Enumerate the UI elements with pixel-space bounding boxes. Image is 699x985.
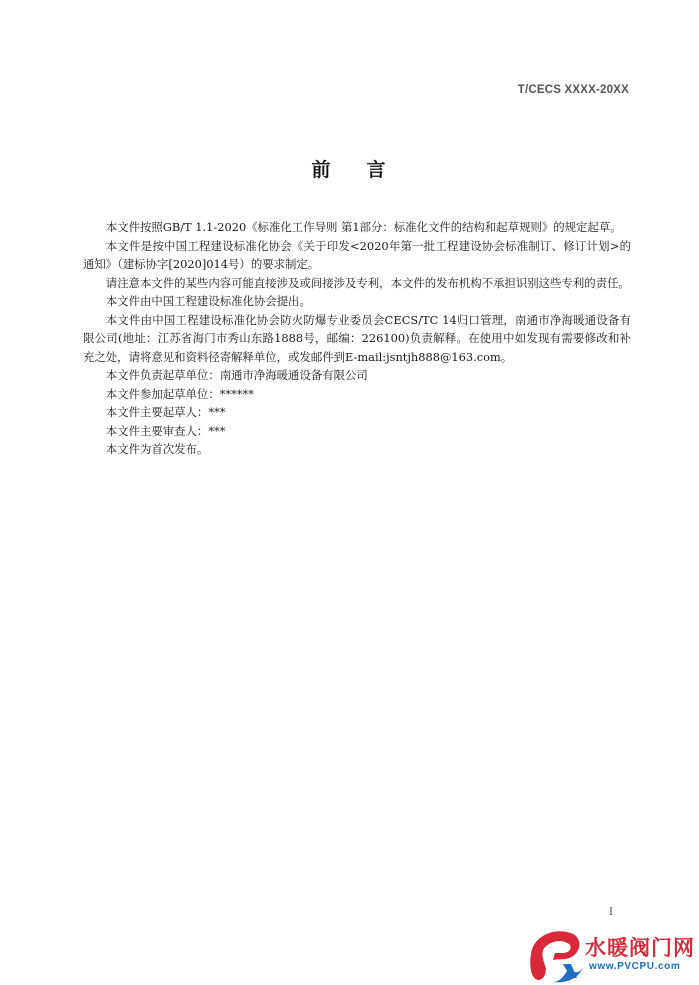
foreword-body [83, 218, 631, 459]
document-code: T/CECS XXXX-20XX [517, 84, 629, 96]
paragraph-participants: 本文件参加起草单位：****** [105, 386, 254, 401]
paragraph-plan-notice: 本文件是按中国工程建设标准化协会《关于印发<2020年第一批工程建设协会标准制订、修订计划>的通知》（建标协字[2020]014号）的要求制定。 [83, 238, 631, 271]
page-title [0, 155, 699, 182]
paragraph-management: 本文件由中国工程建设标准化协会防火防爆专业委员会CECS/TC 14归口管理，南通市净海暖通设备有限公司(地址：江苏省海门市秀山东路1888号，邮编：226100)负责解释。在使用中如发现有需要修改和补充之处，请将意见和资料径寄解释单位，或发邮件到E-mail:jsntjh888@163.com。 [83, 312, 631, 364]
page-number: I [609, 907, 613, 918]
paragraph-first-release: 本文件为首次发布。 [105, 442, 209, 456]
watermark-logo-icon [525, 924, 587, 985]
title-char-left: 前 [311, 159, 333, 181]
paragraph-lead-drafter: 本文件负责起草单位：南通市净海暖通设备有限公司 [105, 368, 368, 382]
paragraph-main-drafters: 本文件主要起草人：*** [105, 405, 226, 419]
watermark-url: www.PVCPU.com [589, 961, 681, 972]
title-char-right: 言 [366, 159, 388, 181]
paragraph-main-reviewers: 本文件主要审查人：*** [105, 423, 226, 438]
watermark-brand: 水暖阀门网 [585, 936, 695, 960]
paragraph-drafting-rules: 本文件按照GB/T 1.1-2020《标准化工作导则 第1部分：标准化文件的结构和起草规则》的规定起草。 [105, 220, 622, 234]
site-watermark [525, 924, 699, 985]
paragraph-patent-notice: 请注意本文件的某些内容可能直接涉及或间接涉及专利，本文件的发布机构不承担识别这些专利的责任。 [105, 275, 630, 290]
paragraph-proposer: 本文件由中国工程建设标准化协会提出。 [105, 294, 311, 308]
